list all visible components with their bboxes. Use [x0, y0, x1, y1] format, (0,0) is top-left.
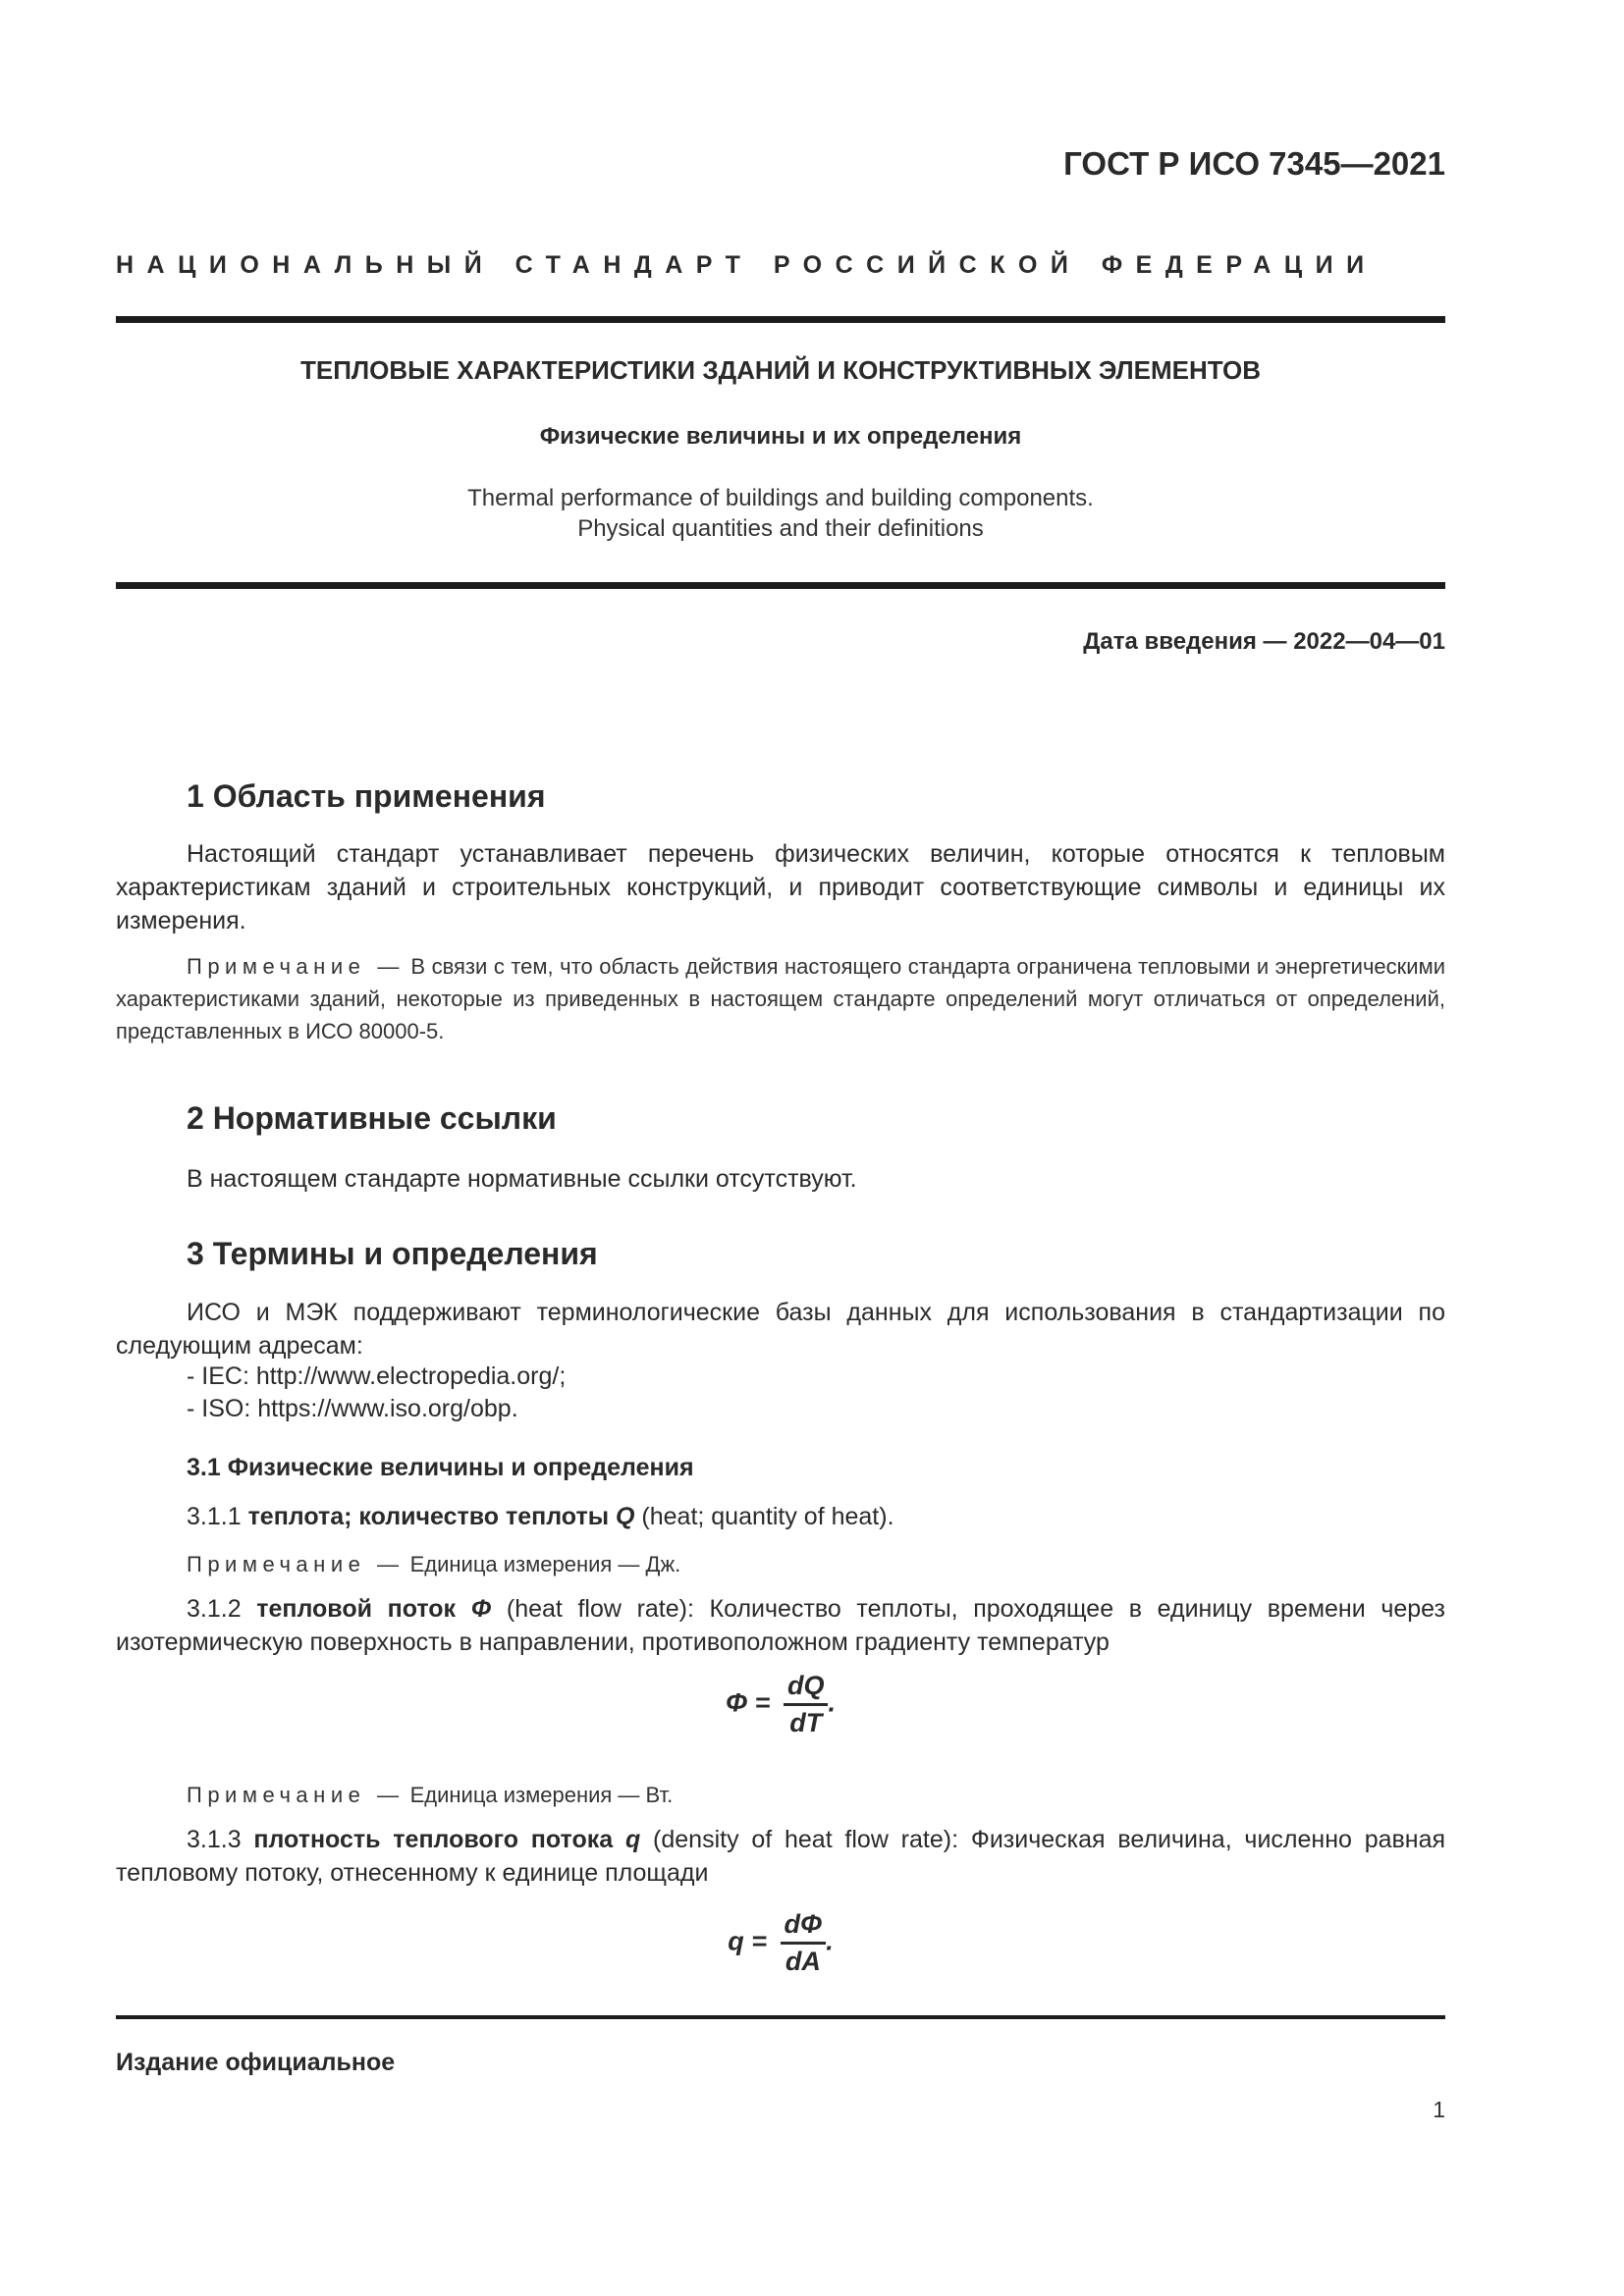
term-english: (heat; quantity of heat). — [641, 1503, 894, 1530]
note-label: Примечание — — [187, 1552, 405, 1576]
term-definition: Физическая величина, численно равная тепловому потоку, отнесенному к единице площади — [116, 1826, 1446, 1887]
formula-heat-flow — [0, 1671, 1561, 1738]
formula-end: . — [826, 1926, 834, 1956]
term-name: тепловой поток — [256, 1595, 457, 1623]
document-code: ГОСТ Р ИСО 7345—2021 — [1063, 145, 1445, 182]
section-2-paragraph — [116, 1162, 1445, 1196]
document-title: ТЕПЛОВЫЕ ХАРАКТЕРИСТИКИ ЗДАНИЙ И КОНСТРУКТИВНЫХ ЭЛЕМЕНТОВ — [299, 355, 1262, 385]
term-english: (heat flow rate): — [506, 1595, 694, 1623]
note-3-1-1 — [116, 1548, 1445, 1580]
section-3-heading: 3 Термины и определения — [187, 1236, 598, 1271]
term-symbol: q — [624, 1826, 641, 1853]
term-3-1-1 — [116, 1500, 1445, 1533]
english-title-line2: Physical quantities and their definitions — [577, 515, 984, 542]
section-1-text: Настоящий стандарт устанавливает перечень физических величин, которые относятся к тепловым характеристикам зданий и строительных конструкций, и приводит соответствующие символы и единицы их измерения. — [116, 840, 1445, 934]
section-1-paragraph — [116, 837, 1445, 937]
section-2-heading: 2 Нормативные ссылки — [187, 1100, 557, 1136]
document-subtitle: Физические величины и их определения — [539, 423, 1022, 450]
note-text: Единица измерения — Вт. — [409, 1783, 674, 1807]
term-3-1-3 — [116, 1823, 1445, 1890]
section-2-text: В настоящем стандарте нормативные ссылки отсутствуют. — [187, 1165, 857, 1193]
note-label: Примечание — — [187, 1783, 405, 1807]
formula-fraction — [784, 1671, 829, 1738]
footer-rule — [116, 2015, 1445, 2019]
english-title-line1: Thermal performance of buildings and building components. — [467, 485, 1094, 511]
link-iec: - IEC: http://www.electropedia.org/; — [187, 1362, 567, 1390]
top-rule — [116, 316, 1445, 323]
formula-fraction — [781, 1909, 827, 1977]
title-bottom-rule — [116, 582, 1445, 589]
formula-numerator: dΦ — [781, 1909, 827, 1945]
national-standard-banner: НАЦИОНАЛЬНЫЙ СТАНДАРТ РОССИЙСКОЙ ФЕДЕРАЦИИ — [116, 251, 1378, 279]
term-definition: Количество теплоты, проходящее в единицу времени через изотермическую поверхность в направлении, противоположном градиенту температур — [116, 1595, 1445, 1656]
term-symbol: Q — [616, 1503, 635, 1530]
formula-lhs: Φ = — [725, 1687, 771, 1718]
note-label: Примечание — — [187, 954, 405, 979]
term-english: (density of heat flow rate): — [653, 1826, 959, 1853]
term-number: 3.1.3 — [187, 1826, 242, 1853]
term-3-1-2 — [116, 1592, 1445, 1659]
introduction-date: Дата введения — 2022—04—01 — [1083, 628, 1445, 655]
section-1-note — [116, 950, 1445, 1047]
term-number: 3.1.2 — [187, 1595, 242, 1623]
section-3-paragraph — [116, 1296, 1445, 1362]
term-number: 3.1.1 — [187, 1503, 242, 1530]
note-text: В связи с тем, что область действия настоящего стандарта ограничена тепловыми и энергетическими характеристиками зданий, некоторые из приведенных в настоящем стандарте определений могут отличаться от определений, представленных в ИСО 80000-5. — [116, 954, 1445, 1043]
formula-end: . — [828, 1687, 836, 1718]
official-edition-label: Издание официальное — [116, 2049, 396, 2076]
section-3-text: ИСО и МЭК поддерживают терминологические базы данных для использования в стандартизации по следующим адресам: — [116, 1299, 1445, 1360]
link-iso: - ISO: https://www.iso.org/obp. — [187, 1395, 518, 1422]
term-symbol: Φ — [470, 1595, 492, 1623]
formula-denominator: dT — [789, 1708, 823, 1737]
formula-lhs: q = — [728, 1926, 768, 1956]
formula-numerator: dQ — [784, 1671, 829, 1706]
formula-denominator: dA — [785, 1947, 821, 1976]
formula-heat-flux-density — [0, 1909, 1561, 1977]
english-title — [116, 483, 1445, 544]
section-1-heading: 1 Область применения — [187, 778, 546, 814]
page-number: 1 — [1433, 2097, 1445, 2122]
term-name: теплота; количество теплоты — [247, 1503, 610, 1530]
note-text: Единица измерения — Дж. — [409, 1552, 681, 1576]
subsection-3-1-heading: 3.1 Физические величины и определения — [187, 1454, 694, 1481]
term-name: плотность теплового потока — [253, 1826, 614, 1853]
note-3-1-2 — [116, 1779, 1445, 1811]
